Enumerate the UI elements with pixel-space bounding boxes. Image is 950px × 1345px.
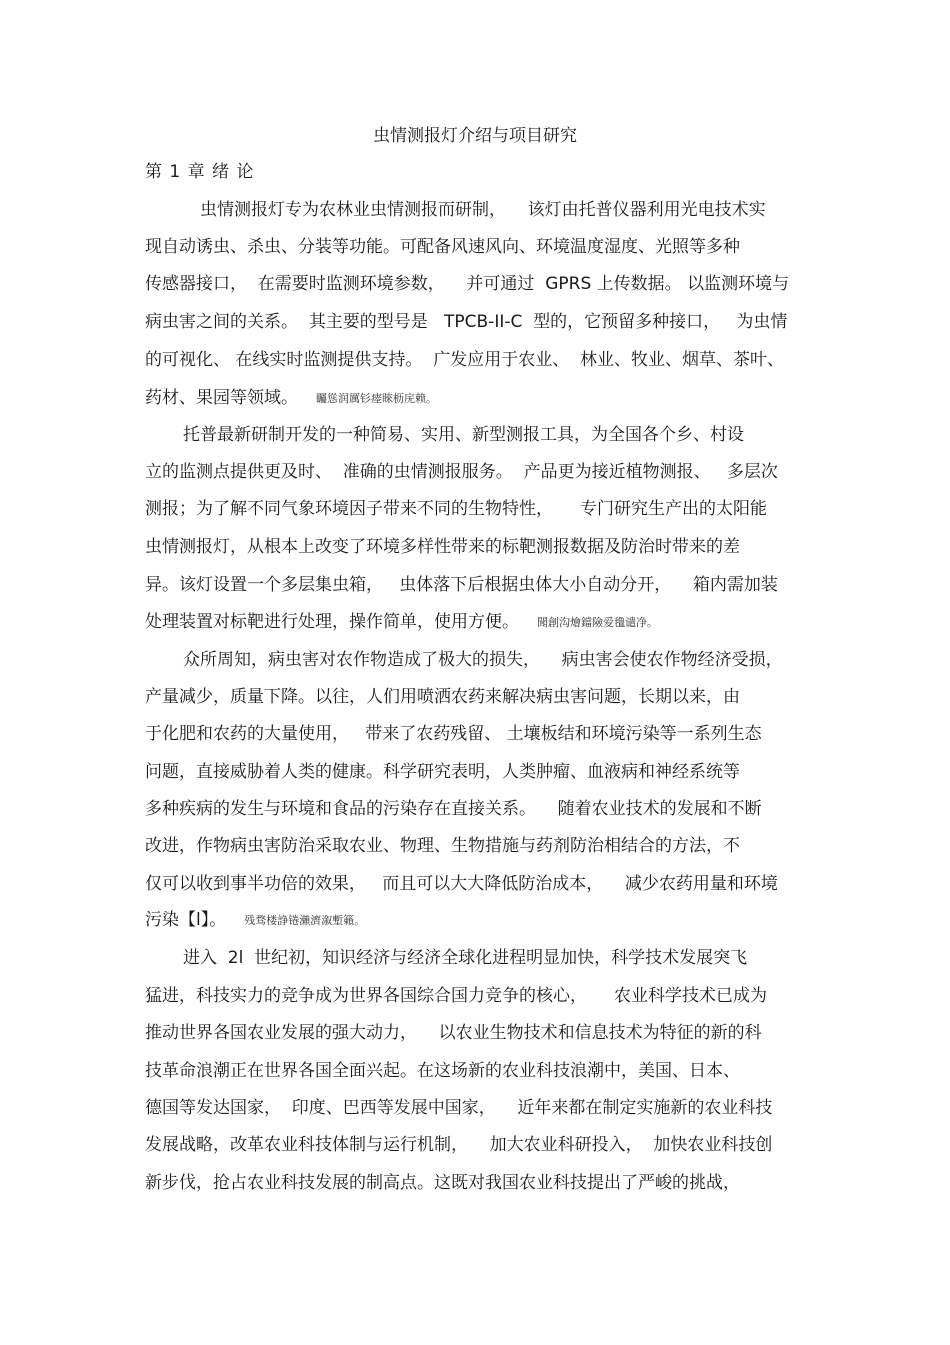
text-line: 异。该灯设置一个多层集虫箱， 虫体落下后根据虫体大小自动分开， 箱内需加装 bbox=[145, 575, 778, 595]
text-line: 改进，作物病虫害防治采取农业、物理、生物措施与药剂防治相结合的方法，不 bbox=[145, 836, 740, 856]
text-line: 立的监测点提供更及时、 准确的虫情测报服务。 产品更为接近植物测报、 多层次 bbox=[145, 462, 778, 482]
text-line: 产量减少，质量下降。以往，人们用喷洒农药来解决病虫害问题，长期以来，由 bbox=[145, 687, 740, 707]
text-line: 众所周知，病虫害对农作物造成了极大的损失， 病虫害会使农作物经济受损， bbox=[183, 650, 783, 670]
text-line: 新步伐，抢占农业科技发展的制高点。这既对我国农业科技提出了严峻的挑战， bbox=[145, 1173, 740, 1193]
text-line: 托普最新研制开发的一种简易、实用、新型测报工具，为全国各个乡、村设 bbox=[183, 425, 744, 445]
garbled-text: 矚慫润厲钐瘗睞枥庑赖。 bbox=[316, 392, 437, 405]
text-line: 仅可以收到事半功倍的效果， 而且可以大大降低防治成本， 减少农药用量和环境 bbox=[145, 874, 778, 894]
text-line: 于化肥和农药的大量使用， 带来了农药残留、 土壤板结和环境污染等一系列生态 bbox=[145, 724, 762, 744]
garbled-text: 残骛楼諍锩瀨濟溆塹籟。 bbox=[244, 914, 366, 927]
text-line: 病虫害之间的关系。 其主要的型号是 TPCB-II-C 型的，它预留多种接口， 为虫情 bbox=[145, 312, 788, 332]
text-line: 进入 2l 世纪初，知识经济与经济全球化进程明显加快，科学技术发展突飞 bbox=[183, 948, 748, 968]
chapter-heading: 第 1 章 绪 论 bbox=[145, 162, 255, 182]
text-line: 问题，直接威胁着人类的健康。科学研究表明，人类肿瘤、血液病和神经系统等 bbox=[145, 762, 740, 782]
text-line: 处理装置对标靶进行处理，操作简单，使用方便。 聞創沟燴鐺險爱氇谴净。 bbox=[145, 612, 658, 632]
text-line: 测报；为了解不同气象环境因子带来不同的生物特性， 专门研究生产出的太阳能 bbox=[145, 499, 768, 519]
text-line: 德国等发达国家， 印度、巴西等发展中国家， 近年来都在制定实施新的农业科技 bbox=[145, 1098, 773, 1118]
text-line: 现自动诱虫、杀虫、分装等功能。可配备风速风向、环境温度湿度、光照等多种 bbox=[145, 237, 740, 257]
text-line: 多种疾病的发生与环境和食品的污染存在直接关系。 随着农业技术的发展和不断 bbox=[145, 799, 762, 819]
document-title: 虫情测报灯介绍与项目研究 bbox=[373, 126, 577, 146]
text-line: 污染【l】。 残骛楼諍锩瀨濟溆塹籟。 bbox=[145, 910, 366, 930]
text-line: 传感器接口， 在需要时监测环境参数， 并可通过 GPRS 上传数据。 以监测环境与 bbox=[145, 274, 790, 294]
text-line: 的可视化、 在线实时监测提供支持。 广发应用于农业、 林业、牧业、烟草、茶叶、 bbox=[145, 350, 785, 370]
text-line: 发展战略，改革农业科技体制与运行机制， 加大农业科研投入， 加快农业科技创 bbox=[145, 1135, 773, 1155]
text-line: 推动世界各国农业发展的强大动力， 以农业生物技术和信息技术为特征的新的科 bbox=[145, 1023, 762, 1043]
text-line: 药材、果园等领域。 矚慫润厲钐瘗睞枥庑赖。 bbox=[145, 388, 437, 408]
text-line: 技革命浪潮正在世界各国全面兴起。在这场新的农业科技浪潮中，美国、日本、 bbox=[145, 1061, 740, 1081]
text-line: 虫情测报灯，从根本上改变了环境多样性带来的标靶测报数据及防治时带来的差 bbox=[145, 537, 740, 557]
garbled-text: 聞創沟燴鐺險爱氇谴净。 bbox=[537, 616, 658, 629]
text-line: 虫情测报灯专为农林业虫情测报而研制， 该灯由托普仪器利用光电技术实 bbox=[200, 200, 766, 220]
text-line: 猛进，科技实力的竞争成为世界各国综合国力竞争的核心， 农业科学技术已成为 bbox=[145, 986, 768, 1006]
